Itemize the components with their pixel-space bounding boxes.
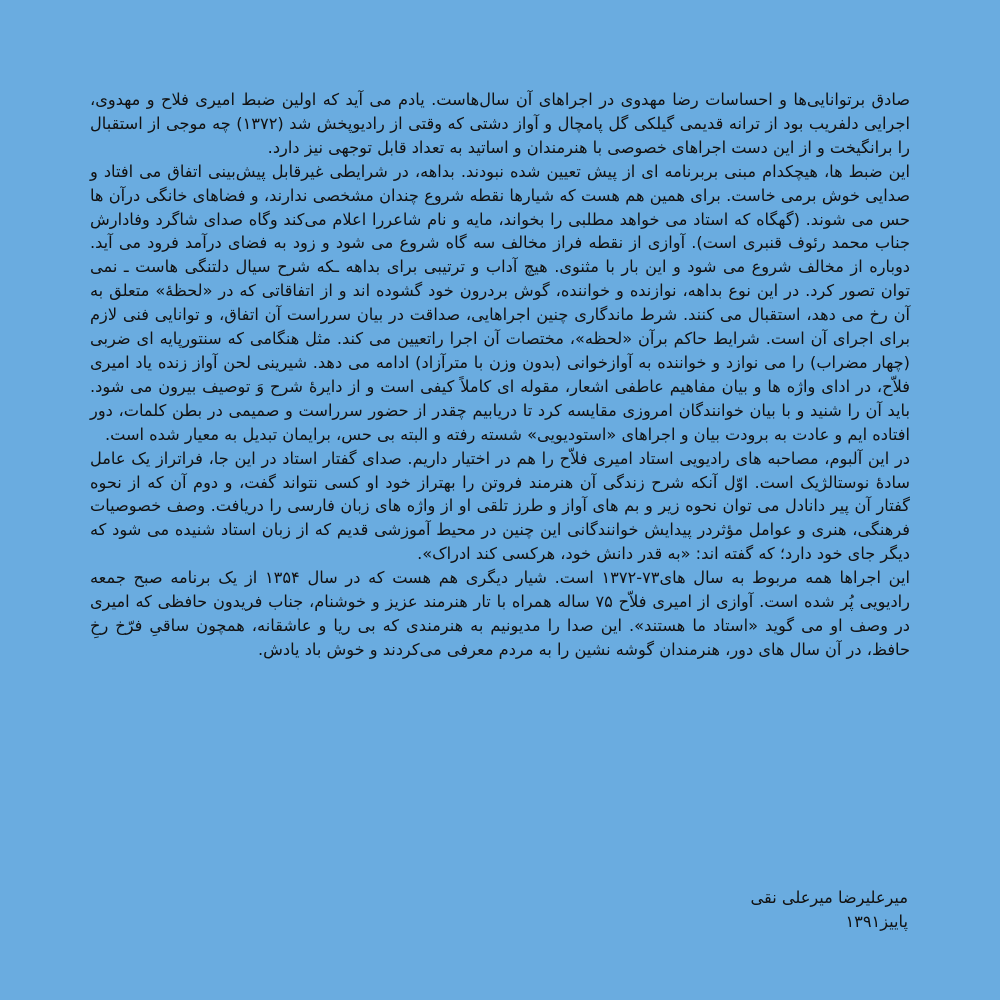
signature-date: پاییز۱۳۹۱ [845,912,908,931]
paragraph: در این آلبوم، مصاحبه های رادیویی استاد امیری فلاّح را هم در اختیار داریم. صدای گفتار استاد در این جا، فراتراز یک عامل سادهٔ نوستالژیک است. اوّل آنکه شرح زندگی آن هنرمند فروتن را بهتراز خود او کسی نتواند گفت، و دوم آن که از نحوه گفتار آن پیر دانادل می توان نحوه زیر و بم های آواز و طرز تلقی او از واژه های زبان فارسی را دریافت. وصف خصوصیات فرهنگی، هنری و عوامل مؤثردر پیدایش خوانندگانی این چنین در محیط آموزشی قدیم که از زبان استاد شنیده می شود که دیگر جای خود دارد؛ که گفته اند: «به قدر دانش خود، هرکسی کند ادراک». [90,448,910,564]
paragraph: این اجراها همه مربوط به سال های۷۳-۱۳۷۲ است. شیار دیگری هم هست که در سال ۱۳۵۴ از یک برنامه صبح جمعه رادیویی پُر شده است. آوازی از امیری فلاّح ۷۵ ساله همراه با تار هنرمند عزیز و خوشنام، جناب فریدون حافظی که امیری در وصف او می گوید «استاد ما هستند». این صدا را مدیونیم به هنرمندی که بی ریا و عاشقانه، همچون ساقیِ فرّخ رخِ حافظ، در آن سال های دور، هنرمندان گوشه نشین را به مردم معرفی می‌کردند و خوش باد یادش. [90,568,910,659]
paragraph: صادق برتوانایی‌ها و احساسات رضا مهدوی در اجراهای آن سال‌هاست. یادم می آید که اولین ضبط امیری فلاح و مهدوی، اجرایی دلفریب بود از ترانه قدیمی گیلکی گل پامچال و آواز دشتی که وقتی از رادیوپخش شد (۱۳۷۲) چه موجی از استقبال را برانگیخت و از این دست اجراهای خصوصی با هنرمندان و اساتید به تعداد قابل توجهی نیز دارد. [90,90,910,157]
paragraph: این ضبط ها، هیچکدام مبنی بربرنامه ای از پیش تعیین شده نبودند. بداهه، در شرایطی غیرقابل پیش‌بینی اتفاق می افتاد و صدایی خوش برمی خاست. برای همین هم هست که شیارها نقطه شروع چندان مشخصی ندارند، و فضاهای خانگی درآن ها حس می شوند. (گهگاه که استاد می خواهد مطلبی را بخواند، مایه و نام شاعررا اعلام می‌کند وگاه صدای شاگرد وفادارش جناب محمد رئوف قنبری است). آوازی از نقطه فراز مخالف سه گاه شروع می شود و زود به فضای درآمد فرود می آید. دوباره از مخالف شروع می شود و این بار با مثنوی. هیچ آداب و ترتیبی برای بداهه ـکه شرح سیال دلتنگی هاست ـ نمی توان تصور کرد. در این نوع بداهه، نوازنده و خواننده، گوش بردرون خود گشوده اند و از اتفاقاتی که در «لحظهٔ» متعلق به آن رخ می دهد، استقبال می کنند. شرط ماندگاری چنین اجراهایی، صداقت در بیان سرراست آن اتفاق، و توانایی فنی لازم برای اجرای آن است. شرایط حاکم برآن «لحظه»، مختصات آن اجرا راتعیین می کند. مثل هنگامی که سنتورپایه ای ضربی (چهار مضراب) را می نوازد و خواننده به آوازخوانی (بدون وزن با مترآزاد) ادامه می دهد. شیرینی لحن آواز زنده یاد امیری فلاّح، در ادای واژه ها و بیان مفاهیم عاطفی اشعار، مقوله ای کاملاً کیفی است و از دایرهٔ شرح وَ توصیف بیرون می شود. باید آن را شنید و با بیان خوانندگان امروزی مقایسه کرد تا دریابیم چقدر از حضور سرراست و صمیمی در بطن کلمات، دور افتاده ایم و عادت به برودت بیان و اجراهای «استودیویی» شسته رفته و البته بی حس، برایمان تبدیل به معیار شده است. [90,161,910,444]
author-name: میرعلیرضا میرعلی نقی [750,888,908,907]
article-body [90,88,910,662]
signature-block [751,886,908,934]
